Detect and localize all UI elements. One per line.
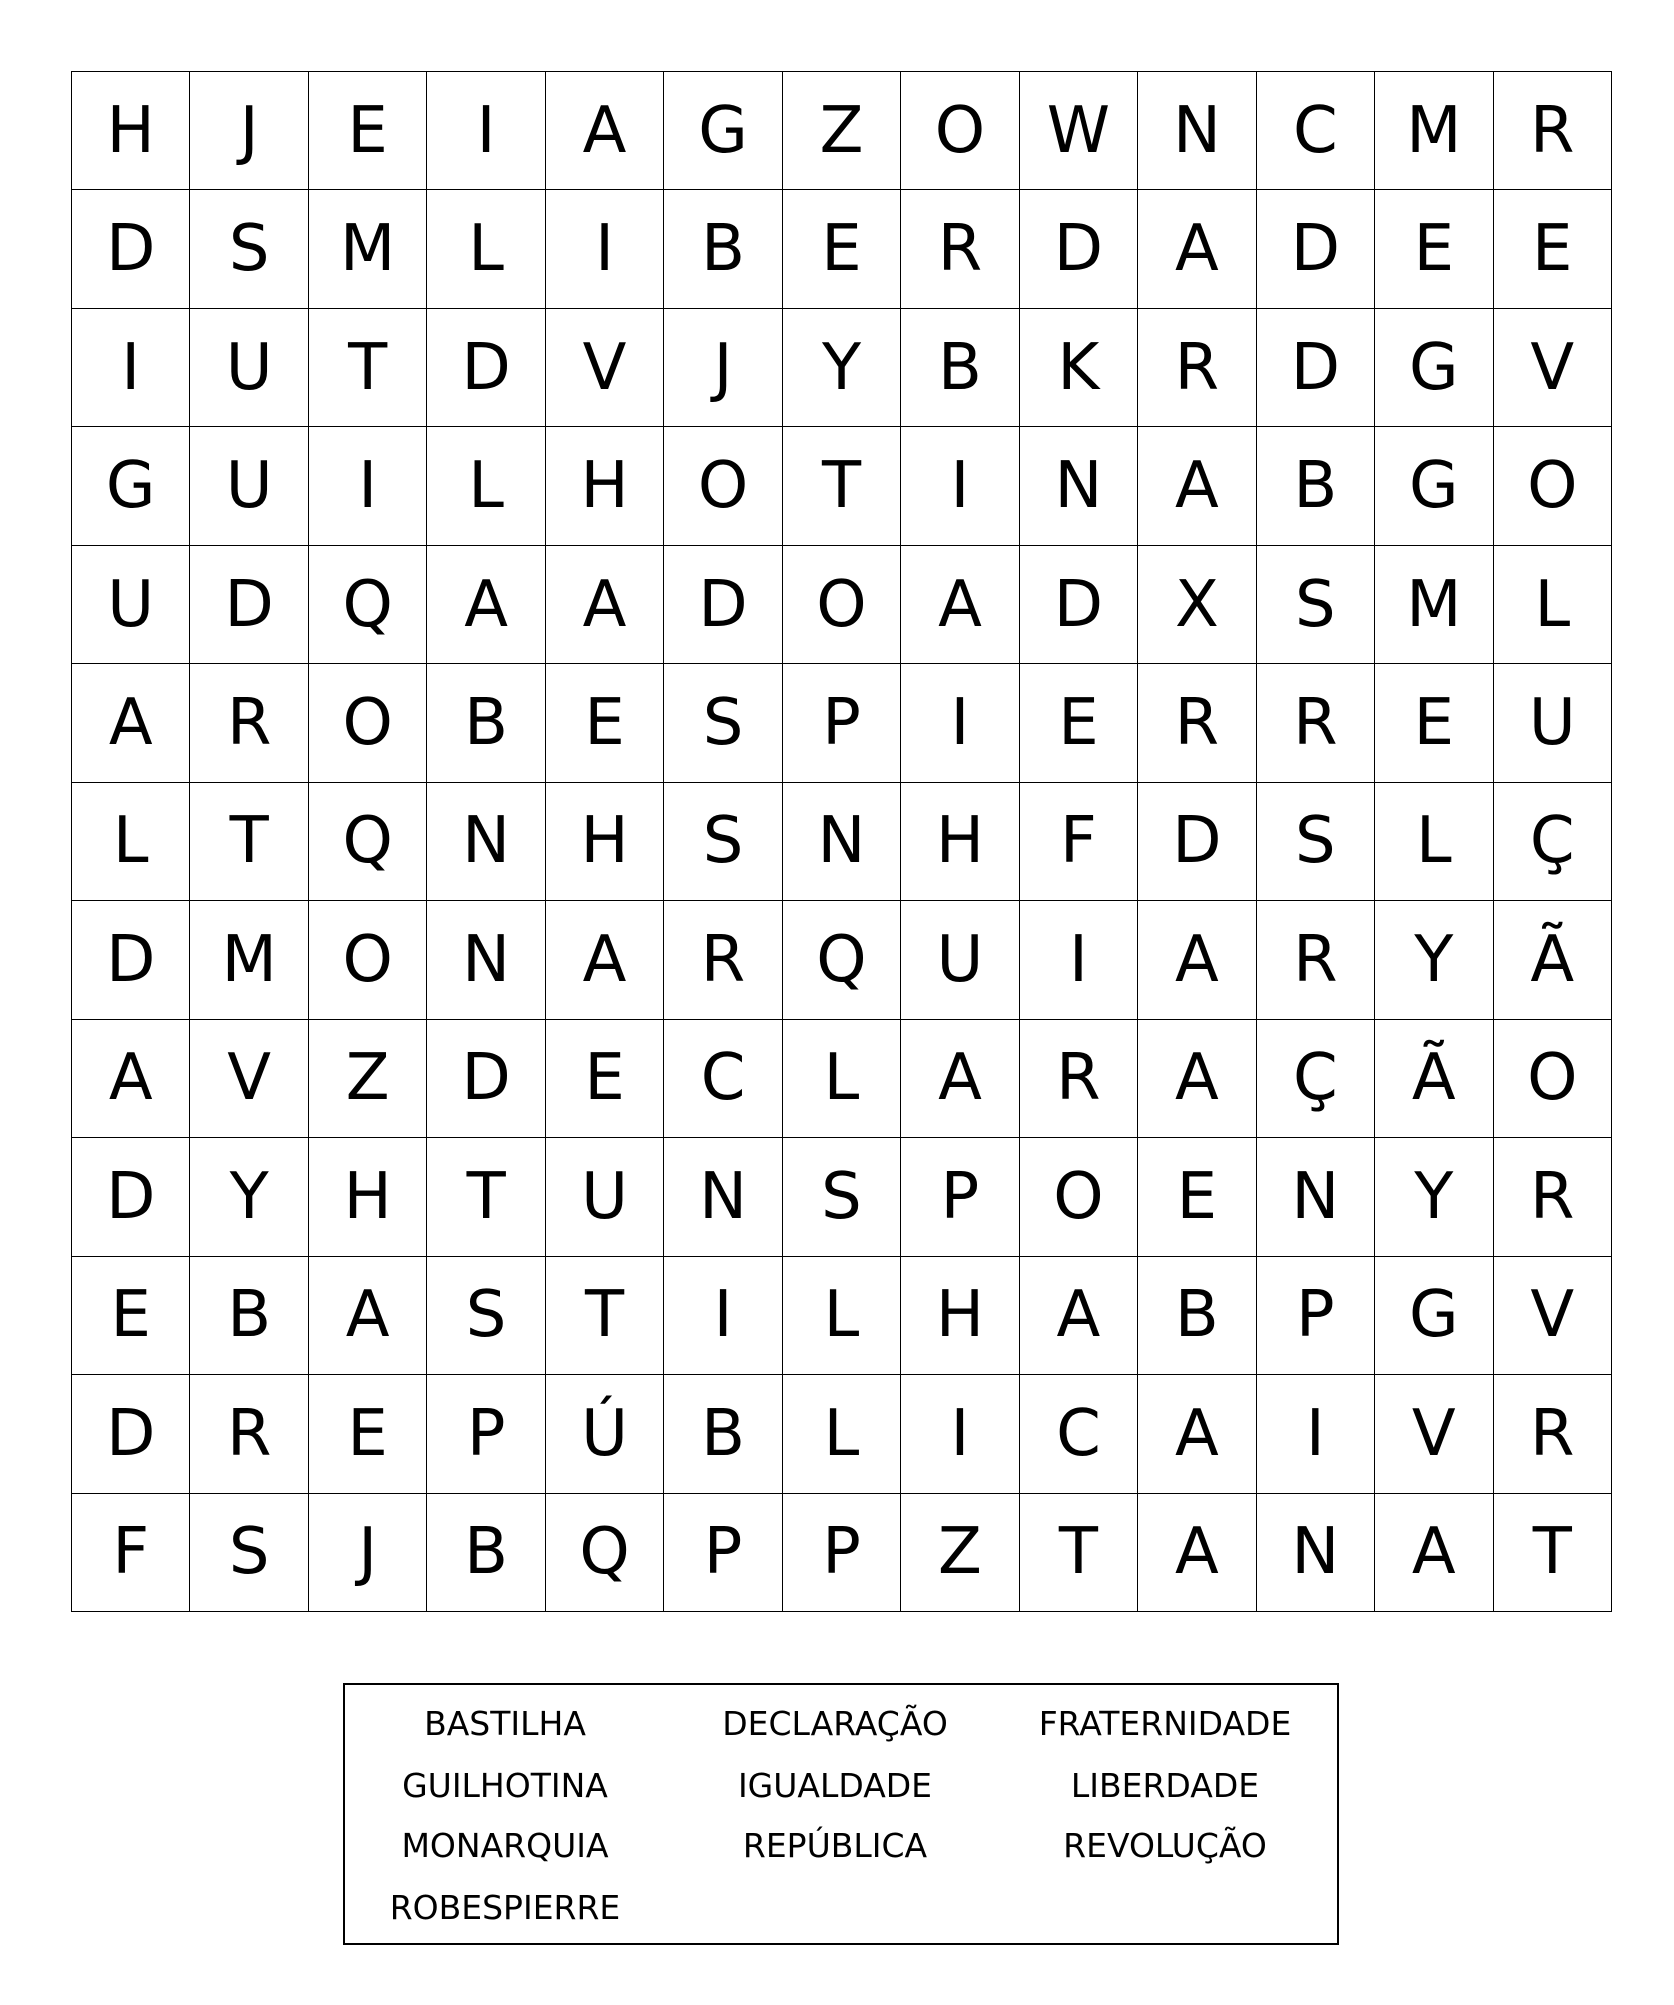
word-list-item: FRATERNIDADE xyxy=(1038,1704,1292,1743)
grid-cell[interactable]: S xyxy=(190,1494,308,1612)
grid-cell[interactable]: L xyxy=(1375,783,1493,901)
grid-cell[interactable]: N xyxy=(1257,1138,1375,1256)
grid-cell[interactable]: S xyxy=(1257,783,1375,901)
grid-cell[interactable]: O xyxy=(664,427,782,545)
grid-cell[interactable]: Ç xyxy=(1257,1020,1375,1138)
grid-cell[interactable]: N xyxy=(1020,427,1138,545)
grid-cell[interactable]: Ã xyxy=(1494,901,1612,1019)
grid-cell[interactable]: A xyxy=(901,546,1019,664)
grid-cell[interactable]: I xyxy=(901,1375,1019,1493)
grid-cell[interactable]: B xyxy=(427,1494,545,1612)
grid-cell[interactable]: C xyxy=(1257,72,1375,190)
grid-cell[interactable]: E xyxy=(546,664,664,782)
word-list-item: ROBESPIERRE xyxy=(389,1888,621,1927)
grid-cell[interactable]: T xyxy=(190,783,308,901)
grid-cell[interactable]: Z xyxy=(783,72,901,190)
grid-cell[interactable]: O xyxy=(1020,1138,1138,1256)
grid-cell[interactable]: N xyxy=(664,1138,782,1256)
word-list-item: GUILHOTINA xyxy=(402,1766,608,1805)
grid-cell[interactable]: E xyxy=(1375,190,1493,308)
grid-cell[interactable]: Z xyxy=(309,1020,427,1138)
grid-cell[interactable]: L xyxy=(783,1020,901,1138)
grid-cell[interactable]: R xyxy=(190,1375,308,1493)
grid-cell[interactable]: E xyxy=(1375,664,1493,782)
grid-cell[interactable]: G xyxy=(1375,1257,1493,1375)
grid-cell[interactable]: A xyxy=(72,1020,190,1138)
grid-cell[interactable]: A xyxy=(1020,1257,1138,1375)
grid-cell[interactable]: M xyxy=(1375,72,1493,190)
grid-cell[interactable]: O xyxy=(1494,1020,1612,1138)
grid-cell[interactable]: A xyxy=(1375,1494,1493,1612)
grid-cell[interactable]: V xyxy=(1494,1257,1612,1375)
grid-cell[interactable]: N xyxy=(427,901,545,1019)
grid-cell[interactable]: D xyxy=(427,1020,545,1138)
grid-cell[interactable]: B xyxy=(664,190,782,308)
grid-cell[interactable]: A xyxy=(427,546,545,664)
grid-cell[interactable]: E xyxy=(309,72,427,190)
grid-cell[interactable]: S xyxy=(1257,546,1375,664)
grid-cell[interactable]: L xyxy=(427,190,545,308)
grid-cell[interactable]: Y xyxy=(190,1138,308,1256)
grid-cell[interactable]: P xyxy=(664,1494,782,1612)
grid-cell[interactable]: V xyxy=(1494,309,1612,427)
grid-cell[interactable]: C xyxy=(1020,1375,1138,1493)
grid-cell[interactable]: A xyxy=(546,901,664,1019)
grid-cell[interactable]: H xyxy=(901,783,1019,901)
grid-cell[interactable]: U xyxy=(1494,664,1612,782)
grid-cell[interactable]: Q xyxy=(783,901,901,1019)
grid-cell[interactable]: U xyxy=(72,546,190,664)
grid-cell[interactable]: A xyxy=(309,1257,427,1375)
grid-cell[interactable]: Ã xyxy=(1375,1020,1493,1138)
grid-cell[interactable]: I xyxy=(427,72,545,190)
grid-cell[interactable]: H xyxy=(309,1138,427,1256)
grid-cell[interactable]: I xyxy=(1020,901,1138,1019)
word-list-item: LIBERDADE xyxy=(1070,1766,1260,1805)
grid-cell[interactable]: D xyxy=(72,1138,190,1256)
grid-cell[interactable]: L xyxy=(783,1257,901,1375)
grid-cell[interactable]: B xyxy=(190,1257,308,1375)
grid-cell[interactable]: O xyxy=(783,546,901,664)
grid-cell[interactable]: O xyxy=(1494,427,1612,545)
grid-cell[interactable]: T xyxy=(1020,1494,1138,1612)
grid-cell[interactable]: A xyxy=(1138,427,1256,545)
grid-cell[interactable]: E xyxy=(1138,1138,1256,1256)
grid-cell[interactable]: N xyxy=(1257,1494,1375,1612)
grid-cell[interactable]: D xyxy=(427,309,545,427)
grid-cell[interactable]: T xyxy=(783,427,901,545)
grid-cell[interactable]: E xyxy=(546,1020,664,1138)
grid-cell[interactable]: V xyxy=(546,309,664,427)
grid-cell[interactable]: A xyxy=(901,1020,1019,1138)
grid-cell[interactable]: E xyxy=(309,1375,427,1493)
grid-cell[interactable]: E xyxy=(783,190,901,308)
grid-cell[interactable]: U xyxy=(901,901,1019,1019)
grid-cell[interactable]: R xyxy=(1494,1138,1612,1256)
grid-cell[interactable]: U xyxy=(190,309,308,427)
grid-cell[interactable]: D xyxy=(1138,783,1256,901)
grid-cell[interactable]: L xyxy=(72,783,190,901)
grid-cell[interactable]: M xyxy=(309,190,427,308)
grid-cell[interactable]: S xyxy=(190,190,308,308)
grid-cell[interactable]: E xyxy=(1494,190,1612,308)
grid-cell[interactable]: F xyxy=(1020,783,1138,901)
grid-cell[interactable]: M xyxy=(1375,546,1493,664)
grid-cell[interactable]: V xyxy=(1375,1375,1493,1493)
grid-cell[interactable]: B xyxy=(427,664,545,782)
grid-cell[interactable]: R xyxy=(1257,901,1375,1019)
grid-cell[interactable]: U xyxy=(546,1138,664,1256)
grid-cell[interactable]: Q xyxy=(309,783,427,901)
grid-cell[interactable]: J xyxy=(664,309,782,427)
grid-cell[interactable]: R xyxy=(1494,1375,1612,1493)
grid-cell[interactable]: H xyxy=(901,1257,1019,1375)
word-list-item: BASTILHA xyxy=(424,1704,586,1743)
grid-cell[interactable]: K xyxy=(1020,309,1138,427)
grid-cell[interactable]: L xyxy=(427,427,545,545)
grid-cell[interactable]: G xyxy=(72,427,190,545)
grid-cell[interactable]: I xyxy=(1257,1375,1375,1493)
grid-cell[interactable]: S xyxy=(783,1138,901,1256)
grid-cell[interactable]: V xyxy=(190,1020,308,1138)
grid-cell[interactable]: R xyxy=(190,664,308,782)
grid-cell[interactable]: T xyxy=(1494,1494,1612,1612)
grid-cell[interactable]: Ú xyxy=(546,1375,664,1493)
grid-cell[interactable]: G xyxy=(1375,309,1493,427)
grid-cell[interactable]: D xyxy=(190,546,308,664)
grid-cell[interactable]: H xyxy=(546,427,664,545)
grid-cell[interactable]: B xyxy=(901,309,1019,427)
grid-cell[interactable]: H xyxy=(72,72,190,190)
grid-cell[interactable]: P xyxy=(1257,1257,1375,1375)
grid-cell[interactable]: R xyxy=(1257,664,1375,782)
grid-cell[interactable]: U xyxy=(190,427,308,545)
grid-cell[interactable]: W xyxy=(1020,72,1138,190)
grid-cell[interactable]: O xyxy=(309,901,427,1019)
grid-cell[interactable]: D xyxy=(72,901,190,1019)
grid-cell[interactable]: X xyxy=(1138,546,1256,664)
grid-cell[interactable]: Y xyxy=(783,309,901,427)
grid-cell[interactable]: B xyxy=(664,1375,782,1493)
word-list-item: DECLARAÇÃO xyxy=(722,1704,948,1743)
grid-cell[interactable]: P xyxy=(901,1138,1019,1256)
grid-cell[interactable]: O xyxy=(901,72,1019,190)
grid-cell[interactable]: N xyxy=(427,783,545,901)
grid-cell[interactable]: J xyxy=(309,1494,427,1612)
grid-cell[interactable]: O xyxy=(309,664,427,782)
grid-cell[interactable]: A xyxy=(1138,1020,1256,1138)
grid-cell[interactable]: N xyxy=(783,783,901,901)
grid-cell[interactable]: A xyxy=(1138,1375,1256,1493)
grid-cell[interactable]: N xyxy=(1138,72,1256,190)
grid-cell[interactable]: R xyxy=(1494,72,1612,190)
grid-cell[interactable]: D xyxy=(664,546,782,664)
grid-cell[interactable]: A xyxy=(1138,1494,1256,1612)
grid-cell[interactable]: P xyxy=(783,1494,901,1612)
grid-cell[interactable]: R xyxy=(1138,309,1256,427)
word-list-item: IGUALDADE xyxy=(737,1766,933,1805)
word-list-item: REVOLUÇÃO xyxy=(1063,1826,1267,1865)
grid-cell[interactable]: Z xyxy=(901,1494,1019,1612)
grid-cell[interactable]: G xyxy=(1375,427,1493,545)
grid-cell[interactable]: A xyxy=(1138,190,1256,308)
grid-cell[interactable]: P xyxy=(783,664,901,782)
grid-cell[interactable]: F xyxy=(72,1494,190,1612)
word-list xyxy=(343,1683,1339,1945)
grid-cell[interactable]: Y xyxy=(1375,901,1493,1019)
grid-cell[interactable]: I xyxy=(72,309,190,427)
grid-cell[interactable]: A xyxy=(1138,901,1256,1019)
grid-cell[interactable]: S xyxy=(664,664,782,782)
grid-cell[interactable]: I xyxy=(546,190,664,308)
grid-cell[interactable]: R xyxy=(1020,1020,1138,1138)
grid-cell[interactable]: S xyxy=(664,783,782,901)
word-list-item: MONARQUIA xyxy=(401,1826,609,1865)
grid-cell[interactable]: G xyxy=(664,72,782,190)
grid-cell[interactable]: D xyxy=(1020,546,1138,664)
grid-cell[interactable]: T xyxy=(427,1138,545,1256)
grid-cell[interactable]: T xyxy=(546,1257,664,1375)
grid-cell[interactable]: A xyxy=(72,664,190,782)
grid-cell[interactable]: J xyxy=(190,72,308,190)
grid-cell[interactable]: I xyxy=(309,427,427,545)
grid-cell[interactable]: R xyxy=(901,190,1019,308)
grid-cell[interactable]: P xyxy=(427,1375,545,1493)
grid-cell[interactable]: I xyxy=(901,427,1019,545)
grid-cell[interactable]: L xyxy=(1494,546,1612,664)
grid-cell[interactable]: Ç xyxy=(1494,783,1612,901)
grid-cell[interactable]: R xyxy=(664,901,782,1019)
grid-cell[interactable]: Q xyxy=(546,1494,664,1612)
grid-cell[interactable]: H xyxy=(546,783,664,901)
grid-cell[interactable]: B xyxy=(1138,1257,1256,1375)
grid-cell[interactable]: I xyxy=(901,664,1019,782)
grid-cell[interactable]: Q xyxy=(309,546,427,664)
grid-cell[interactable]: D xyxy=(72,190,190,308)
grid-cell[interactable]: A xyxy=(546,72,664,190)
word-list-item: REPÚBLICA xyxy=(742,1826,928,1865)
grid-cell[interactable]: S xyxy=(427,1257,545,1375)
grid-cell[interactable]: R xyxy=(1138,664,1256,782)
grid-cell[interactable]: A xyxy=(546,546,664,664)
grid-cell[interactable]: L xyxy=(783,1375,901,1493)
grid-cell[interactable]: T xyxy=(309,309,427,427)
letter-grid xyxy=(71,71,1612,1612)
grid-cell[interactable]: C xyxy=(664,1020,782,1138)
grid-cell[interactable]: D xyxy=(1020,190,1138,308)
grid-cell[interactable]: Y xyxy=(1375,1138,1493,1256)
grid-cell[interactable]: D xyxy=(1257,309,1375,427)
grid-cell[interactable]: E xyxy=(1020,664,1138,782)
grid-cell[interactable]: D xyxy=(1257,190,1375,308)
grid-cell[interactable]: E xyxy=(72,1257,190,1375)
grid-cell[interactable]: I xyxy=(664,1257,782,1375)
grid-cell[interactable]: D xyxy=(72,1375,190,1493)
grid-cell[interactable]: B xyxy=(1257,427,1375,545)
grid-cell[interactable]: M xyxy=(190,901,308,1019)
